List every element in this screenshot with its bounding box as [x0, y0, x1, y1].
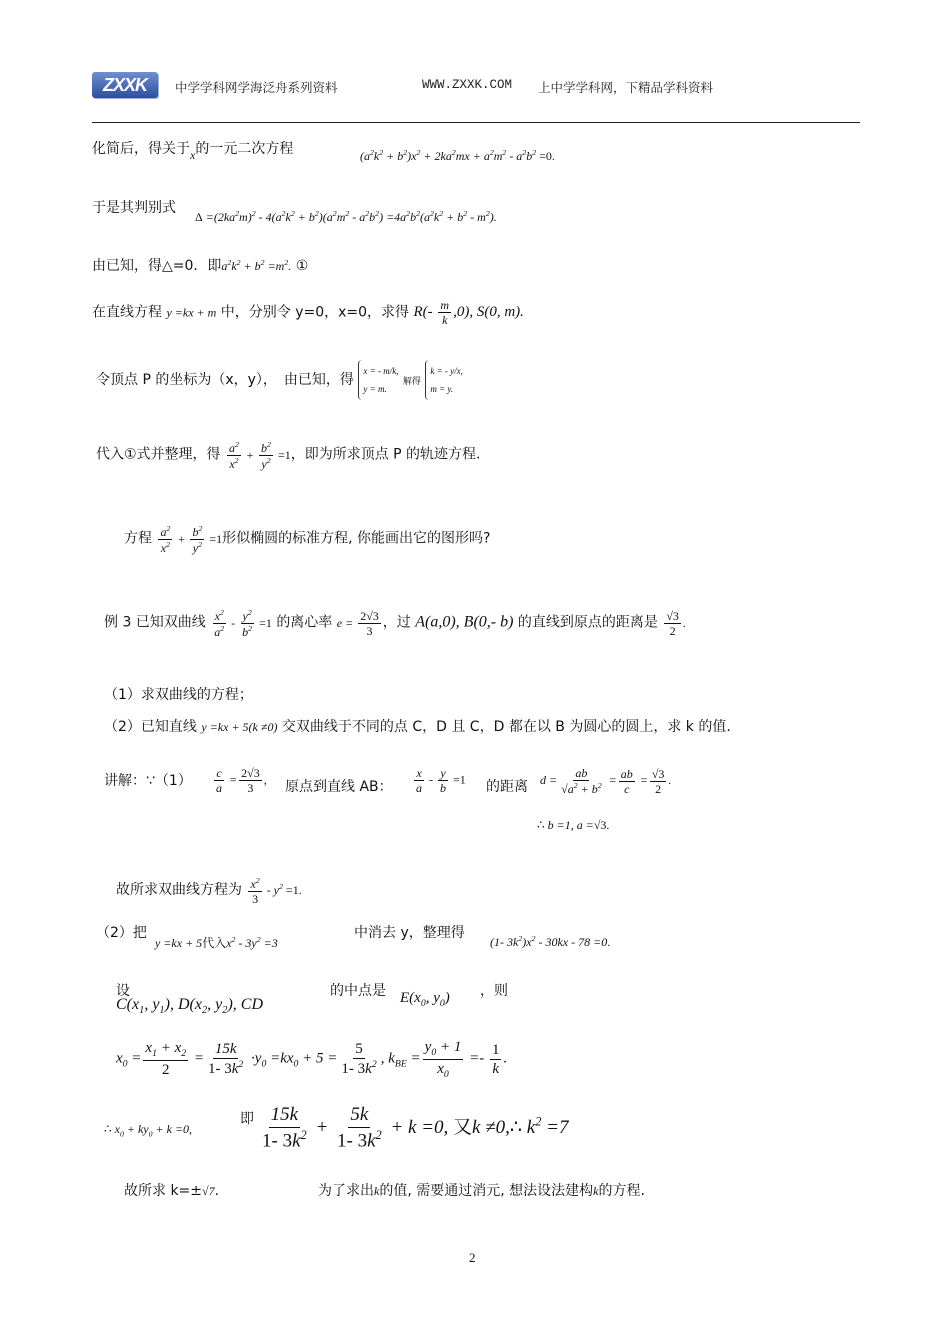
- discriminant-formula: $\Delta =(2ka^2m)^2 - 4(a^2k^2 + b^2)(a^2m^2 - a^2b^2) =4a^2b^2(a^2k^2 + b^2 - m^2)$.: [195, 209, 497, 224]
- header-series: 中学学科网学海泛舟系列资料: [175, 80, 338, 95]
- perpendicular-condition: ∴ $x_0 + ky_0 + k =0$,: [104, 1122, 193, 1139]
- method-note: 为了求出k的值, 需要通过消元, 想法设法建构k的方程.: [318, 1183, 645, 1199]
- solution-part-2: （2）把: [96, 925, 147, 941]
- example-3-statement: 例 3 已知双曲线 $\frac{x^2}{a^2}$ - $\frac{y^2}{b^2}$ =1 的离心率 e = $\frac{2√3}{3}$ ，过 A(a,0), B(0,- b) 的直线到原点的距离是 $\frac{√3}{2}$ .: [104, 608, 686, 640]
- line-ab-equation: $\frac{x}{a}$ - $\frac{y}{b}$ =1: [416, 766, 466, 796]
- quadratic-equation: $(a^2k^2 + b^2)x^2 + 2ka^2mx + a^2m^2 - a^2b^2 =0$.: [360, 148, 555, 163]
- question-2: （2）已知直线 y =kx + 5(k ≠0) 交双曲线于不同的点 C，D 且 C，D 都在以 B 为圆心的圆上，求 k 的值.: [104, 719, 731, 735]
- line-condition: 由已知，得△=0．即$a^2k^2 + b^2 =m^2$. ①: [92, 258, 309, 274]
- page-number: 2: [469, 1250, 476, 1265]
- points-cd: $C(x_1$, $y_1$), $D(x_2$, $y_2$), CD: [116, 996, 264, 1017]
- namely-label: 即: [240, 1111, 254, 1127]
- header-site[interactable]: WWW.ZXXK.COM: [422, 78, 513, 92]
- question-1: （1）求双曲线的方程；: [104, 687, 253, 703]
- solution-part-1: 讲解：∵（1）: [104, 773, 192, 789]
- b-a-values: ∴ b =1, a =√3.: [537, 818, 610, 832]
- k-squared-result: $\frac{15k}{1- 3k^2}$ + $\frac{5k}{1- 3k^2}$ + k =0, 又k ≠0,∴ $k^2 =7$: [262, 1104, 569, 1152]
- line-discriminant: 于是其判别式: [92, 200, 176, 216]
- line-intercepts: 在直线方程 y =kx + m 中，分别令 y=0，x=0，求得 R(- $\frac{m}{k}$ ,0), S(0, m).: [92, 298, 524, 328]
- eccentricity-fraction: $\frac{c}{a}$ = $\frac{2√3}{3}$ ,: [216, 766, 267, 796]
- line-simplify: 化简后，得关于x的一元二次方程: [92, 141, 294, 162]
- then-label: ，则: [480, 983, 508, 999]
- substitution-expression: y =kx + 5代入$x^2 - 3y^2 =3$: [155, 935, 278, 950]
- header-slogan: 上中学学科网，下精品学科资料: [538, 80, 714, 95]
- hyperbola-result: 故所求双曲线方程为 $\frac{x^2}{3}$ - $y^2 =1$.: [116, 876, 302, 907]
- distance-formula: d = $\frac{ab}{√a^2 + b^2}$ = $\frac{ab}{c}$ = $\frac{√3}{2}$ .: [540, 766, 672, 797]
- quadratic-in-x: (1- $3k^2)x^2 - 30kx - 78 =0$.: [490, 934, 611, 949]
- header-rule: [92, 122, 860, 123]
- line-ellipse-note: 方程 $\frac{a^2}{x^2}$ + $\frac{b^2}{y^2}$ =1形似椭圆的标准方程, 你能画出它的图形吗?: [124, 524, 491, 556]
- midpoint-setup: 设: [116, 983, 130, 999]
- zxxk-logo: ZXXK: [92, 72, 158, 98]
- final-answer: 故所求 k=±√7.: [124, 1183, 220, 1199]
- line-vertex: 令顶点 P 的坐标为（x，y）， 由已知，得 x = - m/k, y = m. 解得 k = - y/x, m = y.: [96, 360, 463, 400]
- line-ab-label: 原点到直线 AB：: [285, 779, 393, 795]
- distance-label: 的距离: [486, 779, 528, 795]
- eliminate-y-label: 中消去 y，整理得: [354, 925, 465, 941]
- line-locus: 代入①式并整理，得 $\frac{a^2}{x^2}$ + $\frac{b^2}{y^2}$ =1，即为所求顶点 P 的轨迹方程.: [96, 440, 481, 472]
- point-e: $E(x_0$, $y_0$): [400, 990, 450, 1009]
- midpoint-formulas: $x_0$ = $\frac{x_1 + x_2}{2}$ = $\frac{15k}{1- 3k^2}$ $\cdot y_0 =kx_0 + 5$ = $\frac{5}{1- 3k^2}$ , $k_{BE}$ = $\frac{y_0 + 1}{x_0}$ =- $\frac{1}{k}$ .: [116, 1039, 508, 1080]
- midpoint-label: 的中点是: [330, 983, 386, 999]
